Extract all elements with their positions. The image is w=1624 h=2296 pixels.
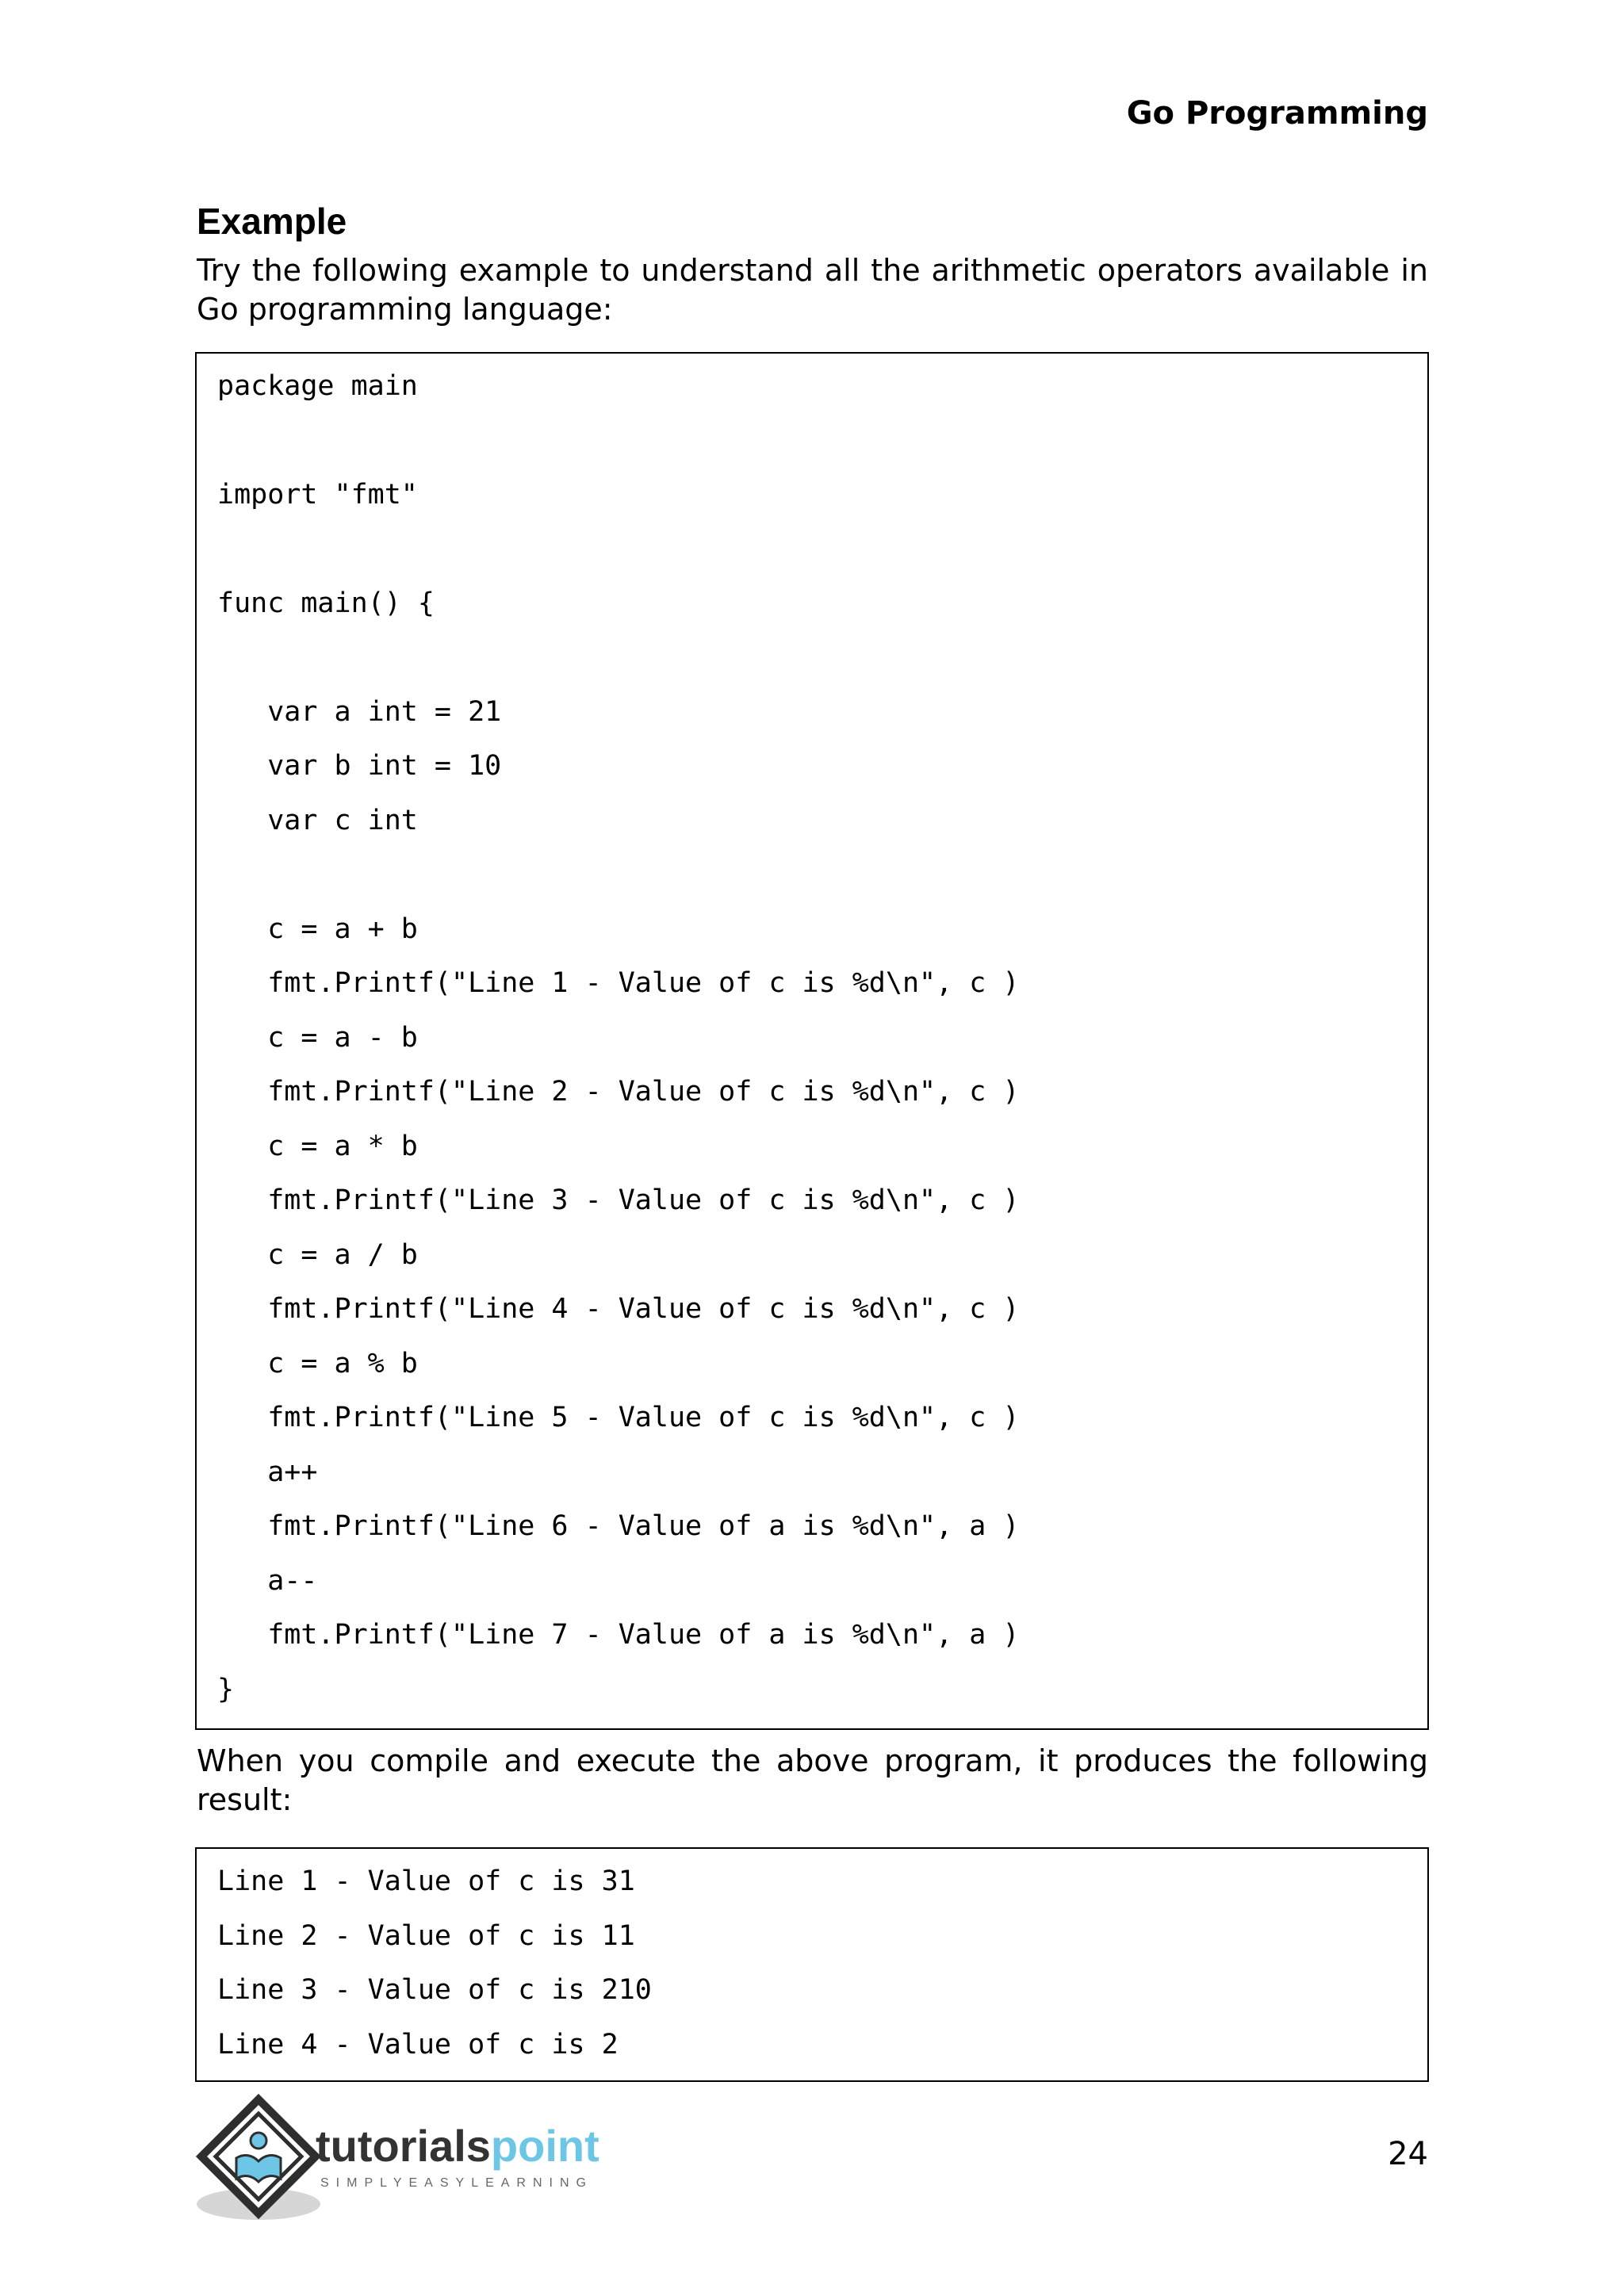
code-line: a++ xyxy=(217,1456,318,1488)
code-line: c = a - b xyxy=(217,1022,418,1054)
code-line: var c int xyxy=(217,805,418,836)
code-line: } xyxy=(217,1674,235,1705)
code-line: func main() { xyxy=(217,587,435,619)
code-line: c = a * b xyxy=(217,1131,418,1162)
intro-paragraph: Try the following example to understand all the arithmetic operators available in Go programming language: xyxy=(197,253,1428,327)
section-heading: Example xyxy=(197,201,347,242)
code-line: a-- xyxy=(217,1565,318,1597)
page-number: 24 xyxy=(1388,2136,1428,2172)
running-header-title: Go Programming xyxy=(1126,95,1428,132)
logo-tagline: SIMPLYEASYLEARNING xyxy=(320,2176,593,2190)
tutorialspoint-logo xyxy=(195,2093,639,2228)
code-line: fmt.Printf("Line 7 - Value of a is %d\n", a ) xyxy=(217,1619,1020,1651)
output-line: Line 2 - Value of c is 11 xyxy=(217,1920,635,1952)
logo-wordmark: tutorialspoint xyxy=(316,2121,599,2171)
code-line: fmt.Printf("Line 4 - Value of c is %d\n", c ) xyxy=(217,1293,1020,1325)
code-line: fmt.Printf("Line 5 - Value of c is %d\n", c ) xyxy=(217,1402,1020,1433)
code-line: import "fmt" xyxy=(217,479,418,511)
result-paragraph: When you compile and execute the above program, it produces the following result: xyxy=(197,1743,1428,1817)
output-line: Line 4 - Value of c is 2 xyxy=(217,2029,619,2061)
code-block xyxy=(195,352,1429,1730)
code-line: fmt.Printf("Line 6 - Value of a is %d\n", a ) xyxy=(217,1510,1020,1542)
code-line: fmt.Printf("Line 3 - Value of c is %d\n", c ) xyxy=(217,1184,1020,1216)
output-line: Line 3 - Value of c is 210 xyxy=(217,1974,652,2006)
logo-person-head xyxy=(251,2133,266,2149)
code-line: c = a / b xyxy=(217,1239,418,1271)
code-line: c = a + b xyxy=(217,913,418,945)
code-line: var a int = 21 xyxy=(217,696,502,728)
code-line: package main xyxy=(217,370,418,402)
output-block xyxy=(195,1847,1429,2082)
code-line: c = a % b xyxy=(217,1348,418,1380)
output-line: Line 1 - Value of c is 31 xyxy=(217,1866,635,1897)
code-line: var b int = 10 xyxy=(217,750,502,782)
code-line: fmt.Printf("Line 2 - Value of c is %d\n", c ) xyxy=(217,1076,1020,1108)
code-line: fmt.Printf("Line 1 - Value of c is %d\n", c ) xyxy=(217,967,1020,999)
